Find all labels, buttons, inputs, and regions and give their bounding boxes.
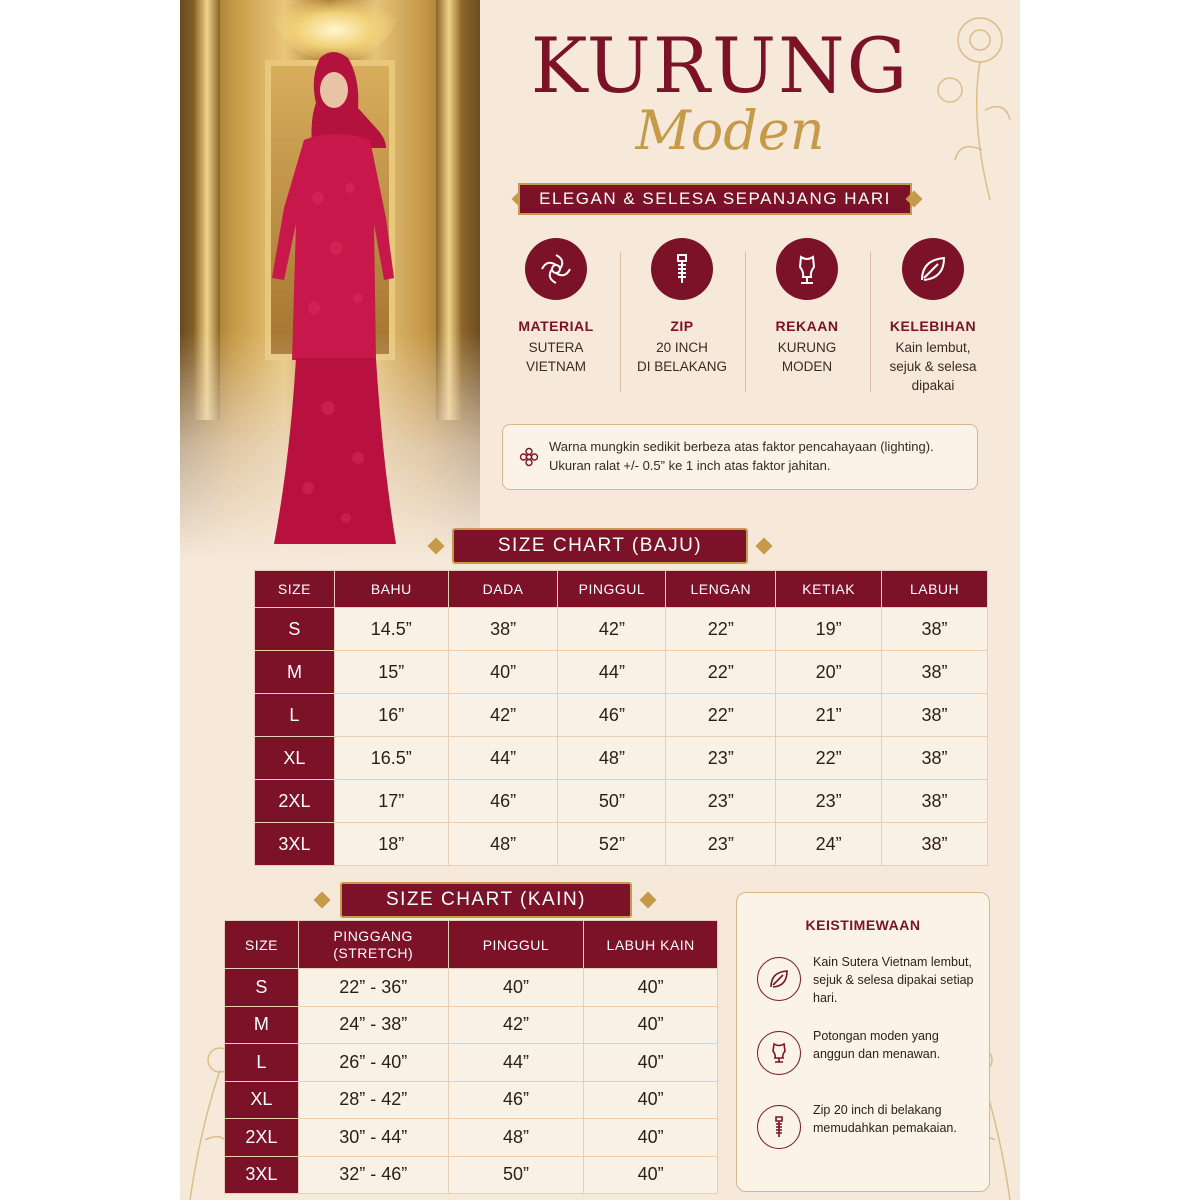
table-row [225,1156,718,1194]
measurement-cell: 23” [666,823,776,866]
product-subtitle: Moden [635,99,825,162]
column-header: LABUH [882,571,988,608]
measurement-cell: 44” [558,651,666,694]
zip-icon [651,238,713,300]
table-header-row [255,571,988,608]
feature-material: MATERIAL SUTERA VIETNAM [496,238,616,376]
measurement-cell: 23” [666,780,776,823]
measurement-cell: 44” [448,1044,584,1082]
keistimewaan-title: KEISTIMEWAAN [805,917,921,933]
divider [620,252,621,392]
ornament-diamond [640,892,657,909]
table-row [255,737,988,780]
column-header: BAHU [334,571,448,608]
table-row [225,1044,718,1082]
measurement-cell: 46” [448,780,558,823]
measurement-cell: 14.5” [334,608,448,651]
model-wearing-kurung [258,48,408,548]
measurement-cell: 16.5” [334,737,448,780]
measurement-cell: 42” [558,608,666,651]
table-row [225,1006,718,1044]
feature-kelebihan: KELEBIHAN Kain lembut, sejuk & selesa dipakai [873,238,993,395]
measurement-cell: 38” [882,651,988,694]
measurement-cell: 50” [448,1156,584,1194]
measurement-cell: 40” [448,651,558,694]
column-header: DADA [448,571,558,608]
measurement-cell: 22” [776,737,882,780]
measurement-cell: 24” - 38” [298,1006,448,1044]
size-cell: S [225,969,299,1007]
measurement-cell: 21” [776,694,882,737]
ornament-diamond [756,538,773,555]
measurement-cell: 24” [776,823,882,866]
size-cell: L [225,1044,299,1082]
size-chart-baju-title: SIZE CHART (BAJU) [452,528,748,564]
measurement-cell: 42” [448,1006,584,1044]
measurement-cell: 32” - 46” [298,1156,448,1194]
table-row [255,694,988,737]
measurement-cell: 28” - 42” [298,1081,448,1119]
measurement-cell: 52” [558,823,666,866]
divider [870,252,871,392]
measurement-cell: 15” [334,651,448,694]
product-title: KURUNG [530,21,910,110]
measurement-cell: 40” [584,1119,718,1157]
size-cell: XL [225,1081,299,1119]
size-cell: 2XL [255,780,335,823]
size-cell: M [255,651,335,694]
size-chart-kain-title: SIZE CHART (KAIN) [340,882,632,918]
column-header: LENGAN [666,571,776,608]
feature-zip: ZIP 20 INCH DI BELAKANG [622,238,742,376]
measurement-cell: 46” [448,1081,584,1119]
column-header: SIZE [225,921,299,969]
measurement-cell: 16” [334,694,448,737]
zip-icon [757,1105,801,1149]
flower-icon [519,447,539,467]
column-header: KETIAK [776,571,882,608]
measurement-cell: 26” - 40” [298,1044,448,1082]
measurement-cell: 30” - 44” [298,1119,448,1157]
measurement-cell: 44” [448,737,558,780]
measurement-cell: 22” [666,608,776,651]
divider [745,252,746,392]
measurement-cell: 40” [584,1156,718,1194]
table-row [255,608,988,651]
disclaimer-note [502,424,978,490]
column-header: PINGGUL [558,571,666,608]
keistimewaan-item: Potongan moden yang anggun dan menawan. [757,1027,977,1087]
measurement-cell: 22” - 36” [298,969,448,1007]
column-header: SIZE [255,571,335,608]
table-row [255,651,988,694]
measurement-cell: 23” [776,780,882,823]
size-cell: 2XL [225,1119,299,1157]
note-line-2: Ukuran ralat +/- 0.5” ke 1 inch atas faktor jahitan. [549,458,831,473]
measurement-cell: 40” [584,1006,718,1044]
keistimewaan-item: Kain Sutera Vietnam lembut, sejuk & selesa dipakai setiap hari. [757,953,977,1013]
measurement-cell: 38” [882,608,988,651]
table-row [225,1081,718,1119]
mannequin-icon [776,238,838,300]
table-row [255,823,988,866]
measurement-cell: 38” [882,780,988,823]
column-header: LABUH KAIN [584,921,718,969]
tagline-ribbon: ELEGAN & SELESA SEPANJANG HARI [518,183,912,215]
size-cell: XL [255,737,335,780]
column-header: PINGGANG (STRETCH) [298,921,448,969]
size-cell: L [255,694,335,737]
leaf-icon [757,957,801,1001]
measurement-cell: 40” [448,969,584,1007]
mannequin-icon [757,1031,801,1075]
measurement-cell: 48” [448,823,558,866]
size-cell: M [225,1006,299,1044]
measurement-cell: 22” [666,651,776,694]
measurement-cell: 22” [666,694,776,737]
table-header-row [225,921,718,969]
measurement-cell: 40” [584,1081,718,1119]
measurement-cell: 48” [448,1119,584,1157]
size-cell: 3XL [255,823,335,866]
size-chart-baju-table [254,570,988,866]
measurement-cell: 48” [558,737,666,780]
measurement-cell: 42” [448,694,558,737]
feature-rekaan: REKAAN KURUNG MODEN [747,238,867,376]
measurement-cell: 38” [882,737,988,780]
leaf-icon [902,238,964,300]
measurement-cell: 46” [558,694,666,737]
column-header: PINGGUL [448,921,584,969]
table-row [225,1119,718,1157]
measurement-cell: 19” [776,608,882,651]
size-chart-kain-table [224,920,718,1194]
measurement-cell: 20” [776,651,882,694]
measurement-cell: 40” [584,1044,718,1082]
measurement-cell: 17” [334,780,448,823]
ornament-diamond [314,892,331,909]
measurement-cell: 23” [666,737,776,780]
fabric-swirl-icon [525,238,587,300]
measurement-cell: 38” [882,823,988,866]
measurement-cell: 18” [334,823,448,866]
note-line-1: Warna mungkin sedikit berbeza atas faktor pencahayaan (lighting). [549,439,934,454]
size-cell: S [255,608,335,651]
product-infographic [180,0,1020,1200]
measurement-cell: 38” [448,608,558,651]
measurement-cell: 50” [558,780,666,823]
keistimewaan-box [736,892,990,1192]
keistimewaan-item: Zip 20 inch di belakang memudahkan pemakaian. [757,1101,977,1161]
measurement-cell: 38” [882,694,988,737]
floral-ornament-top-right [910,0,1020,230]
size-cell: 3XL [225,1156,299,1194]
table-row [255,780,988,823]
measurement-cell: 40” [584,969,718,1007]
table-row [225,969,718,1007]
